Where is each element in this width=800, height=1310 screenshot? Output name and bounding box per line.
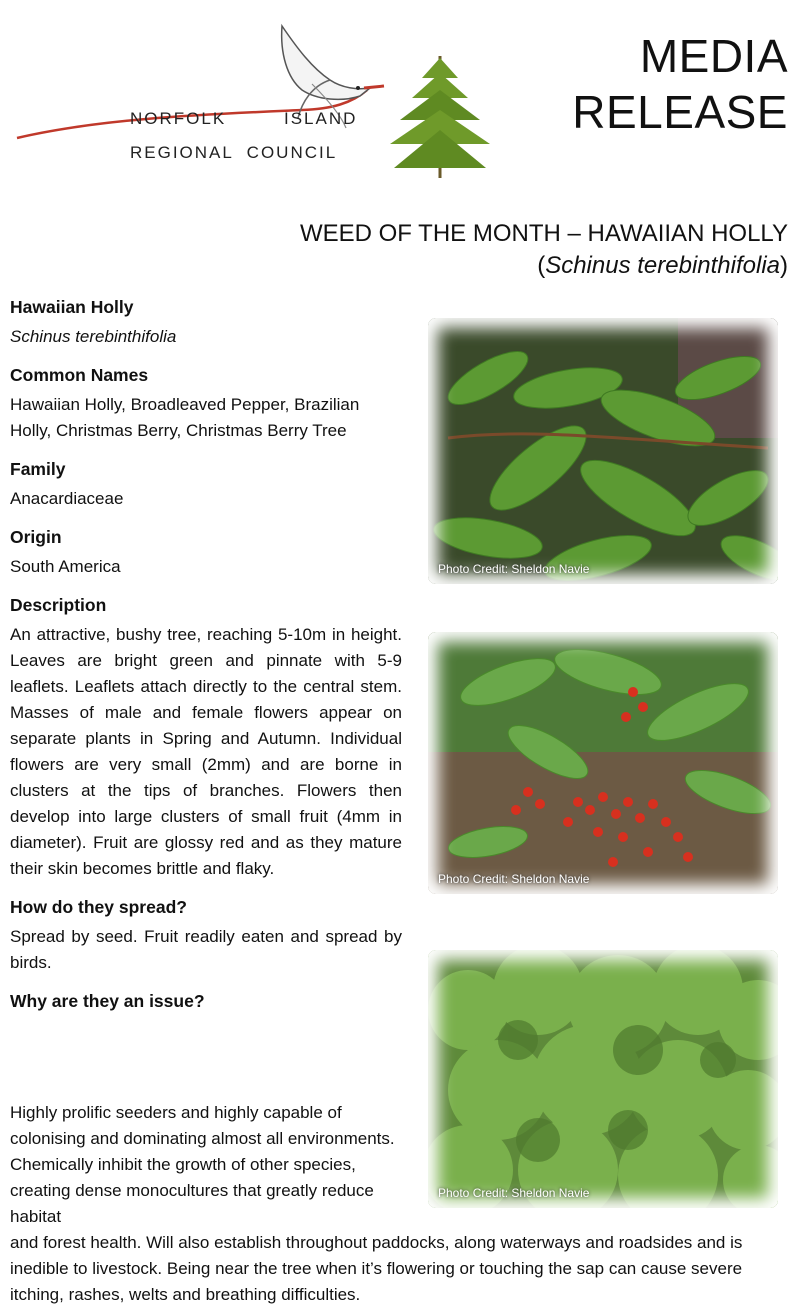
- weed-title: [300, 218, 788, 282]
- photo-credit: Photo Credit: Sheldon Navie: [438, 872, 590, 886]
- weed-title-scientific: Schinus terebinthifolia: [545, 252, 780, 279]
- logo-text-norfolk: NORFOLK: [130, 109, 227, 128]
- main-content: [10, 294, 402, 1018]
- family-text: Anacardiaceae: [10, 489, 124, 508]
- media-release-heading: [572, 28, 788, 140]
- issue-text-wide: and forest health. Will also establish throughout paddocks, along waterways and roadsides and is inedible to livestock. Being near the tree when it’s flowering or touching the sap can cause severe itching, rashes, welts and breathing difficulties.: [10, 1233, 743, 1304]
- norfolk-pine-icon: [390, 56, 490, 178]
- description-heading: Description: [10, 595, 107, 615]
- origin-heading: Origin: [10, 527, 62, 547]
- council-logo: [12, 18, 512, 188]
- photo-leaves: [428, 318, 778, 584]
- issue-text-narrow: Highly prolific seeders and highly capable of colonising and dominating almost all environments. Chemically inhibit the growth of other species, creating dense monocultures that greatly reduce habitat: [10, 1103, 395, 1226]
- name-heading: Hawaiian Holly: [10, 297, 134, 317]
- origin-text: South America: [10, 557, 121, 576]
- weed-title-line1: WEED OF THE MONTH – HAWAIIAN HOLLY: [299, 220, 788, 247]
- spread-text: Spread by seed. Fruit readily eaten and spread by birds.: [10, 927, 402, 972]
- family-heading: Family: [10, 459, 66, 479]
- photo-credit: Photo Credit: Sheldon Navie: [438, 1186, 590, 1200]
- issue-heading: Why are they an issue?: [10, 991, 205, 1011]
- logo-text-island: ISLAND: [284, 109, 358, 128]
- spread-heading: How do they spread?: [10, 897, 187, 917]
- description-text: An attractive, bushy tree, reaching 5-10m in height. Leaves are bright green and pinnate with 5-9 leaflets. Leaflets attach directly to the central stem. Masses of male and female flowers appear on separate plants in Spring and Autumn. Individual flowers are very small (2mm) and are borne in clusters at the tips of branches. Flowers then develop into large clusters of small fruit (4mm in diameter). Fruit are glossy red and as they mature their skin becomes brittle and flaky.: [10, 625, 402, 878]
- photo-credit: Photo Credit: Sheldon Navie: [438, 562, 590, 576]
- weed-title-line2: [300, 250, 788, 282]
- photo-berries: [428, 632, 778, 894]
- photo-shrub: [428, 950, 778, 1208]
- logo-text-regional-council: REGIONAL COUNCIL: [130, 143, 338, 162]
- media-release-line1: MEDIA: [639, 30, 788, 82]
- common-names-text: Hawaiian Holly, Broadleaved Pepper, Brazilian Holly, Christmas Berry, Christmas Berry Tree: [10, 395, 360, 440]
- common-names-heading: Common Names: [10, 365, 149, 385]
- media-release-line2: RELEASE: [572, 86, 788, 138]
- paren-close: ): [780, 252, 788, 279]
- paren-open: (: [537, 252, 546, 279]
- name-scientific: Schinus terebinthifolia: [10, 327, 177, 346]
